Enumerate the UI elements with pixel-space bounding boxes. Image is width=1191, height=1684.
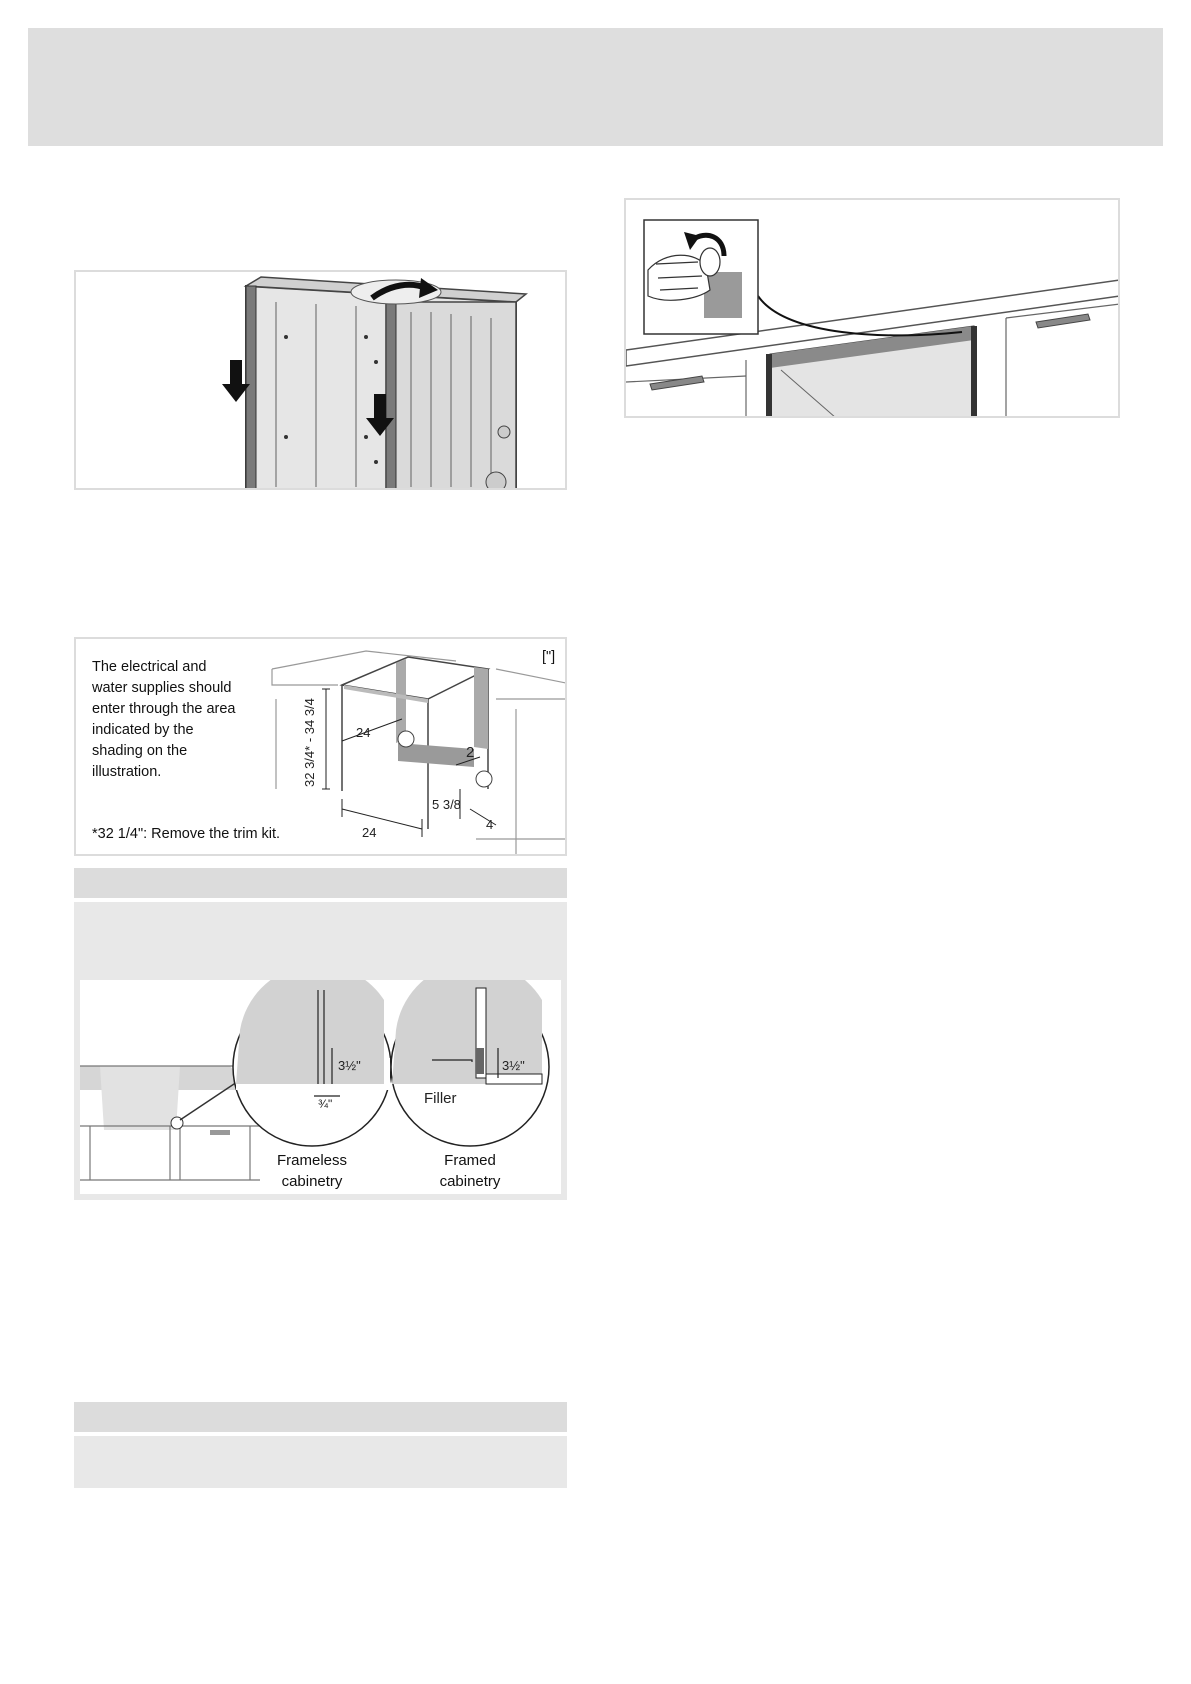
supply-dimension-figure <box>74 637 567 856</box>
supply-note-line: indicated by the <box>92 722 194 738</box>
dimension-height-label: 32 3/4* - 34 3/4 <box>302 698 317 787</box>
unit-marker: ["] <box>542 649 556 665</box>
section-band <box>74 1402 567 1432</box>
frameless-caption-line: cabinetry <box>281 1173 343 1190</box>
dimension-width-bottom-label: 24 <box>362 825 377 840</box>
countertop-illustration <box>626 200 1120 418</box>
cabinet-opening-illustration <box>76 639 567 856</box>
dimension-width-top-label: 24 <box>356 725 371 740</box>
framed-caption-line: Framed <box>444 1152 496 1169</box>
supply-note-line: shading on the <box>92 743 188 759</box>
supply-note-line: water supplies should <box>92 680 232 696</box>
dimension-two-label: 2 <box>466 744 475 761</box>
frameless-caption-line: Frameless <box>276 1152 347 1169</box>
cabinetry-figure <box>80 980 561 1194</box>
dishwasher-illustration <box>76 272 567 490</box>
frameless-gap-label: ¾" <box>318 1097 333 1111</box>
dimension-five-three-eighths-label: 5 3/8 <box>432 797 461 812</box>
countertop-figure <box>624 198 1120 418</box>
framed-caption <box>420 1150 520 1192</box>
supply-note-line: enter through the area <box>92 701 236 717</box>
framed-caption-line: cabinetry <box>439 1173 501 1190</box>
frameless-dimension-label: 3½" <box>338 1058 361 1073</box>
dimension-four-label: 4 <box>486 817 494 832</box>
frameless-caption <box>252 1150 372 1192</box>
framed-dimension-label: 3½" <box>502 1058 525 1073</box>
supply-note-line: The electrical and <box>92 659 207 675</box>
section-panel <box>74 1436 567 1488</box>
supply-footnote: *32 1/4": Remove the trim kit. <box>92 826 281 842</box>
dishwasher-side-figure <box>74 270 567 490</box>
header-band <box>28 28 1163 146</box>
filler-label: Filler <box>424 1090 457 1107</box>
section-band <box>74 868 567 898</box>
supply-note-line: illustration. <box>92 764 162 780</box>
